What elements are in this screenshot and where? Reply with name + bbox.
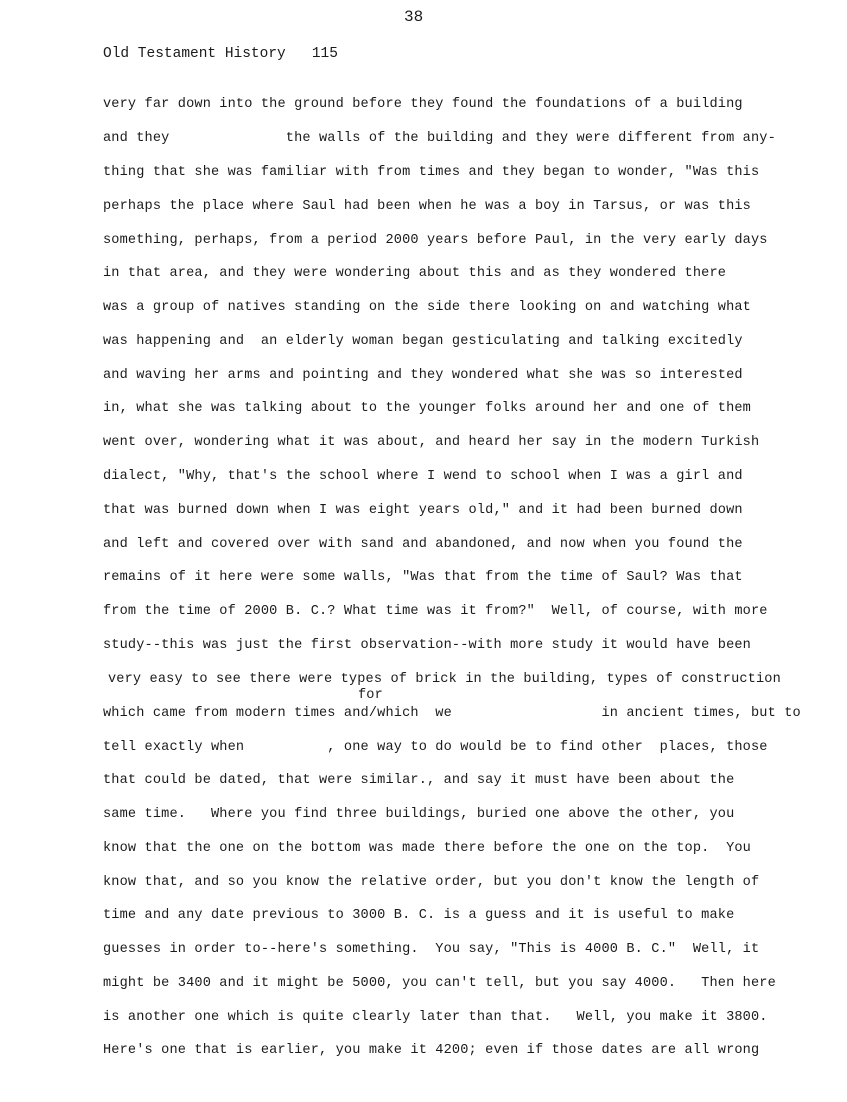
text-line: very easy to see there were types of brick in the building, types of construction xyxy=(108,672,781,687)
text-line: and they the walls of the building and they were different from any- xyxy=(103,131,776,146)
interlinear-insertion: for xyxy=(358,688,383,703)
text-line: that could be dated, that were similar., and say it must have been about the xyxy=(103,773,735,788)
page-number: 38 xyxy=(404,8,424,26)
text-line: went over, wondering what it was about, and heard her say in the modern Turkish xyxy=(103,435,760,450)
text-line: and waving her arms and pointing and they wondered what she was so interested xyxy=(103,368,743,383)
text-line: dialect, "Why, that's the school where I wend to school when I was a girl and xyxy=(103,469,743,484)
text-line: same time. Where you find three buildings, buried one above the other, you xyxy=(103,807,735,822)
text-line: that was burned down when I was eight years old," and it had been burned down xyxy=(103,503,743,518)
text-line: know that the one on the bottom was made there before the one on the top. You xyxy=(103,841,751,856)
text-line: in that area, and they were wondering about this and as they wondered there xyxy=(103,266,727,281)
text-line: Here's one that is earlier, you make it 4200; even if those dates are all wrong xyxy=(103,1043,760,1058)
text-line: was happening and an elderly woman began gesticulating and talking excitedly xyxy=(103,334,743,349)
text-line: might be 3400 and it might be 5000, you can't tell, but you say 4000. Then here xyxy=(103,976,776,991)
text-line: is another one which is quite clearly later than that. Well, you make it 3800. xyxy=(103,1010,768,1025)
text-line: know that, and so you know the relative order, but you don't know the length of xyxy=(103,875,760,890)
text-line: in, what she was talking about to the younger folks around her and one of them xyxy=(103,401,751,416)
text-line: perhaps the place where Saul had been when he was a boy in Tarsus, or was this xyxy=(103,199,751,214)
text-line: and left and covered over with sand and abandoned, and now when you found the xyxy=(103,537,743,552)
text-line: study--this was just the first observation--with more study it would have been xyxy=(103,638,751,653)
text-line: something, perhaps, from a period 2000 years before Paul, in the very early days xyxy=(103,233,768,248)
text-line: thing that she was familiar with from times and they began to wonder, "Was this xyxy=(103,165,760,180)
text-line: very far down into the ground before they found the foundations of a building xyxy=(103,97,743,112)
text-line: which came from modern times and/which we in ancient times, but to xyxy=(103,706,801,721)
text-line: from the time of 2000 B. C.? What time was it from?" Well, of course, with more xyxy=(103,604,768,619)
text-line: remains of it here were some walls, "Was that from the time of Saul? Was that xyxy=(103,570,743,585)
text-line: guesses in order to--here's something. You say, "This is 4000 B. C." Well, it xyxy=(103,942,760,957)
text-line: time and any date previous to 3000 B. C. is a guess and it is useful to make xyxy=(103,908,735,923)
running-head: Old Testament History 115 xyxy=(103,46,338,62)
text-line: was a group of natives standing on the side there looking on and watching what xyxy=(103,300,751,315)
text-line: tell exactly when , one way to do would be to find other places, those xyxy=(103,740,768,755)
